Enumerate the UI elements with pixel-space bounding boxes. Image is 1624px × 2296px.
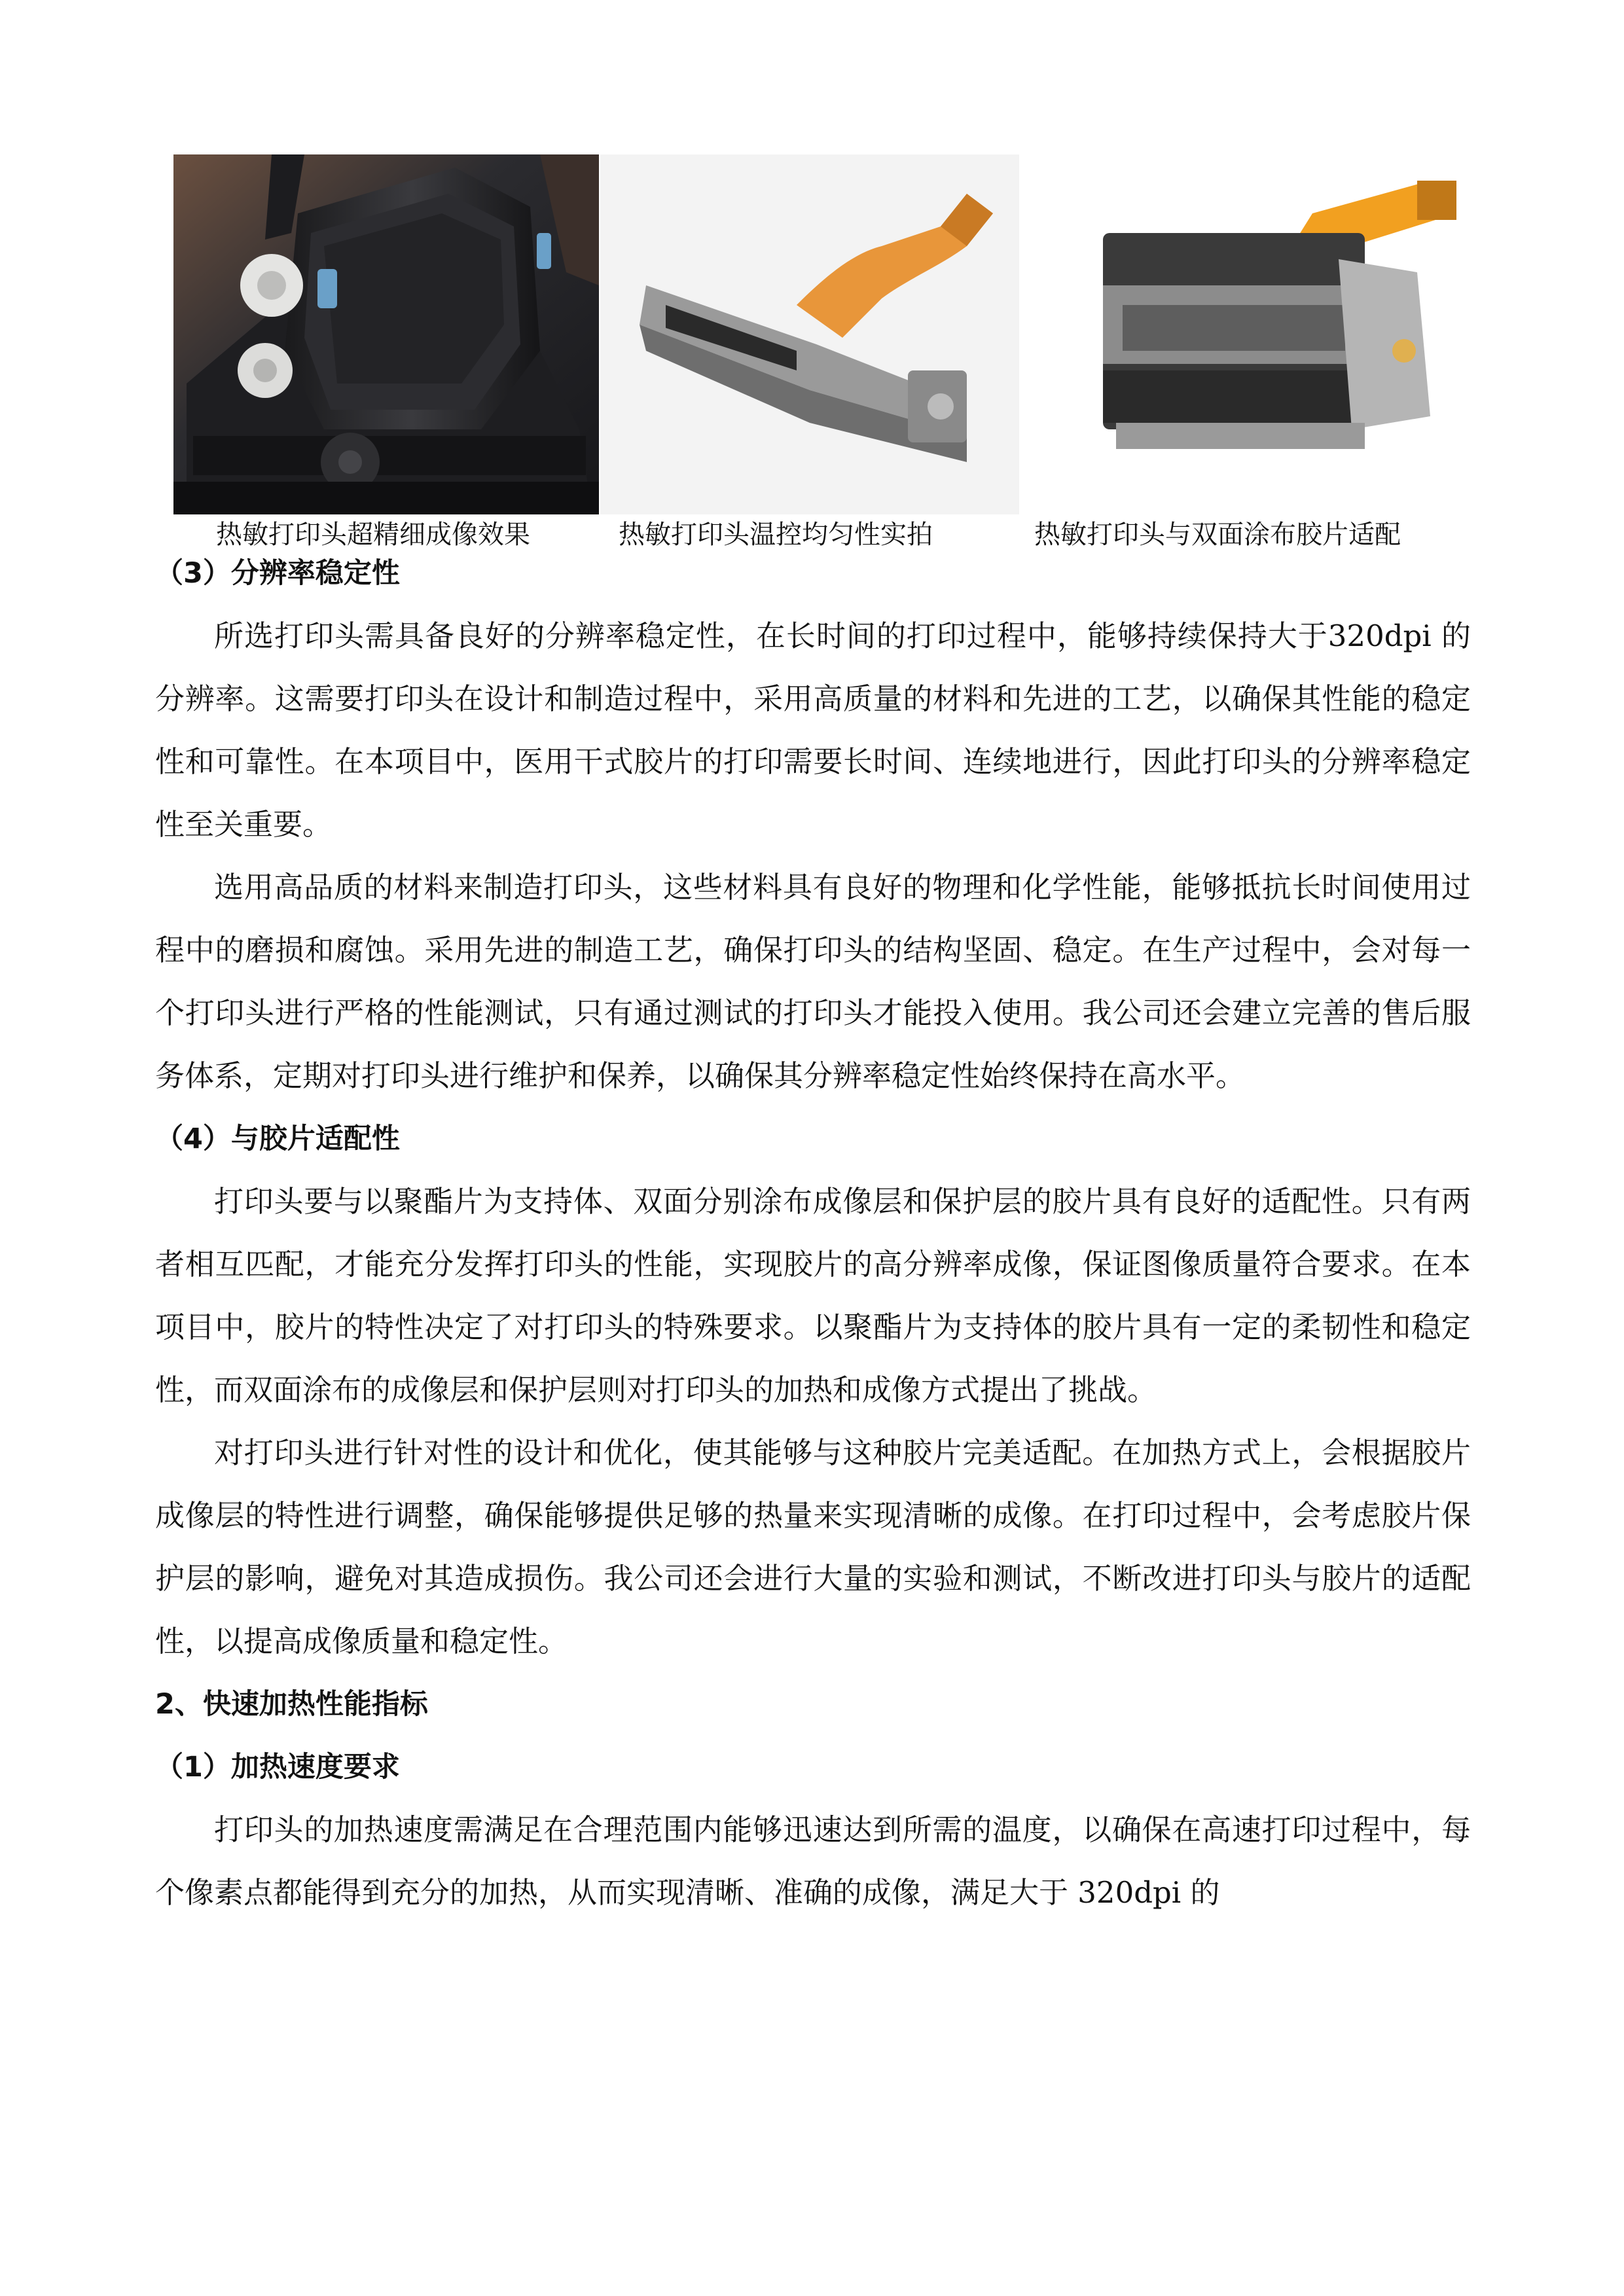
paragraph: 对打印头进行针对性的设计和优化，使其能够与这种胶片完美适配。在加热方式上，会根据胶片成像层的特性进行调整，确保能够提供足够的热量来实现清晰的成像。在打印过程中，会考虑胶片保护层的影响，避免对其造成损伤。我公司还会进行大量的实验和测试，不断改进打印头与胶片的适配性，以提高成像质量和稳定性。	[155, 1435, 1471, 1659]
paragraph: 所选打印头需具备良好的分辨率稳定性，在长时间的打印过程中，能够持续保持大于320dpi 的分辨率。这需要打印头在设计和制造过程中，采用高质量的材料和先进的工艺，以确保其性能的稳定性和可靠性。在本项目中，医用干式胶片的打印需要长时间、连续地进行，因此打印头的分辨率稳定性至关重要。	[155, 619, 1471, 842]
paragraph: 打印头要与以聚酯片为支持体、双面分别涂布成像层和保护层的胶片具有良好的适配性。只有两者相互匹配，才能充分发挥打印头的性能，实现胶片的高分辨率成像，保证图像质量符合要求。在本项目中，胶片的特性决定了对打印头的特殊要求。以聚酯片为支持体的胶片具有一定的柔韧性和稳定性，而双面涂布的成像层和保护层则对打印头的加热和成像方式提出了挑战。	[155, 1184, 1471, 1407]
paragraph: 打印头的加热速度需满足在合理范围内能够迅速达到所需的温度，以确保在高速打印过程中，每个像素点都能得到充分的加热，从而实现清晰、准确的成像，满足大于 320dpi 的	[155, 1812, 1471, 1910]
section-heading-heating-speed: （1）加热速度要求	[155, 1751, 400, 1784]
document-body	[155, 542, 1471, 1924]
paragraph: 选用高品质的材料来制造打印头，这些材料具有良好的物理和化学性能，能够抵抗长时间使用过程中的磨损和腐蚀。采用先进的制造工艺，确保打印头的结构坚固、稳定。在生产过程中，会对每一个打印头进行严格的性能测试，只有通过测试的打印头才能投入使用。我公司还会建立完善的售后服务体系，定期对打印头进行维护和保养，以确保其分辨率稳定性始终保持在高水平。	[155, 870, 1471, 1093]
figure-caption: 热敏打印头超精细成像效果	[216, 520, 530, 550]
printhead-flex-cable-photo	[600, 154, 1019, 514]
section-heading-film-compatibility: （4）与胶片适配性	[155, 1122, 400, 1155]
figure-row	[173, 154, 1479, 550]
section-heading-resolution-stability: （3）分辨率稳定性	[155, 557, 400, 590]
figure-caption: 热敏打印头与双面涂布胶片适配	[1034, 520, 1401, 550]
figure-caption: 热敏打印头温控均匀性实拍	[619, 520, 933, 550]
printer-mechanism-photo	[173, 154, 599, 514]
printhead-module-photo	[1024, 154, 1483, 514]
part-heading-fast-heating: 2、快速加热性能指标	[155, 1688, 428, 1721]
